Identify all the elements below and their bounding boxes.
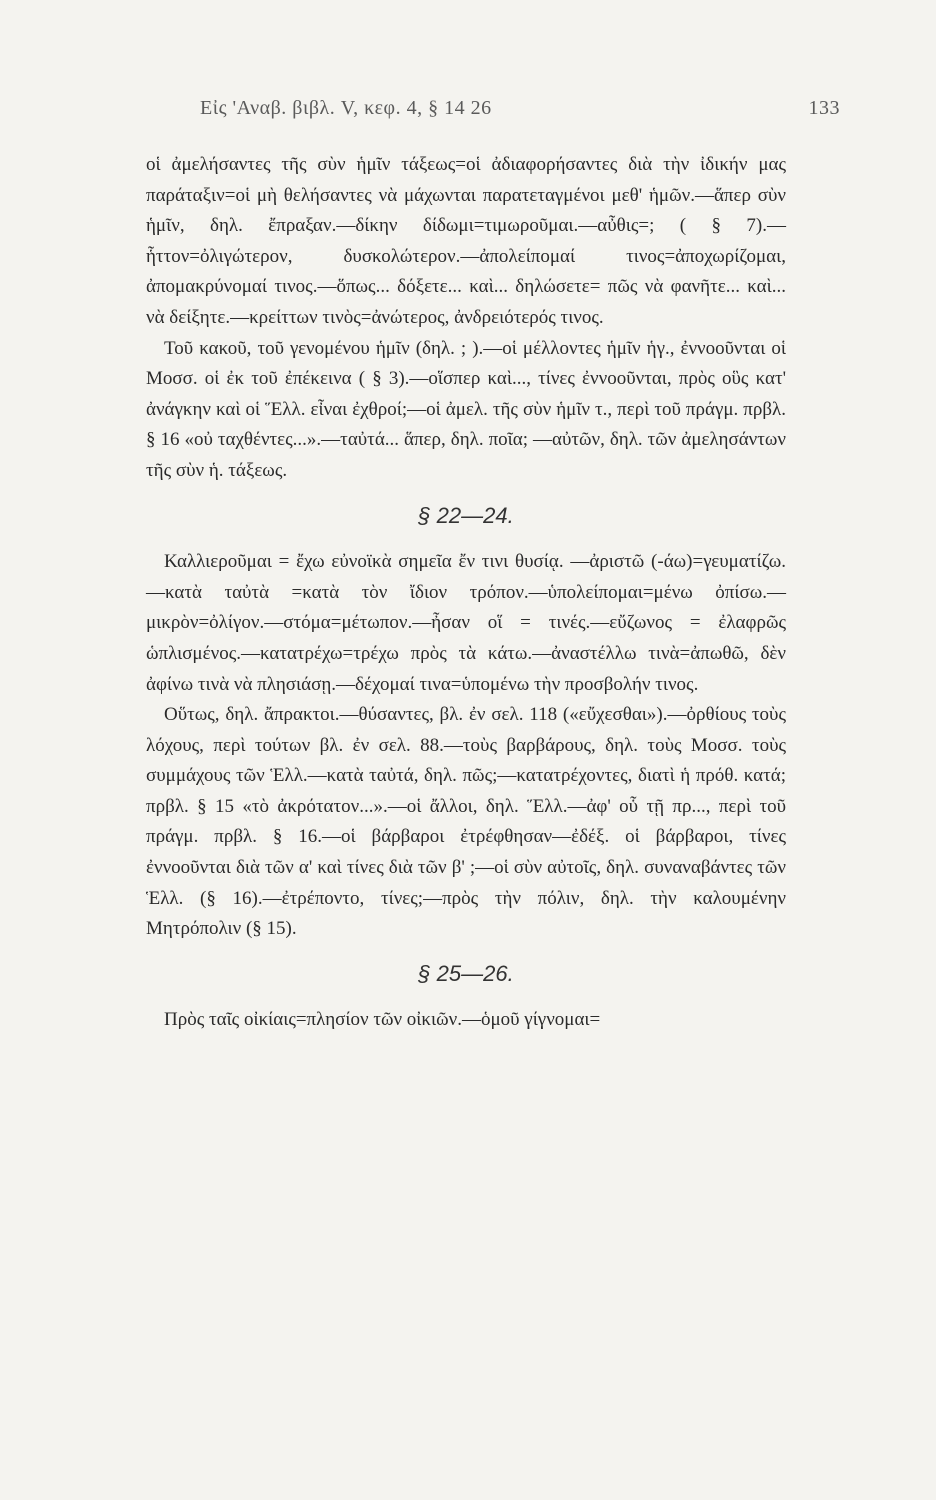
paragraph: οἱ ἀμελήσαντες τῆς σὺν ἡμῖν τάξεως=οἱ ἀδιαφορήσαντες διὰ τὴν ἰδικήν μας παράταξιν=οἱ μὴ θελήσαντες νὰ μάχωνται παρατεταγμένοι μεθ' ἡμῶν.—ἅπερ σὺν ἡμῖν, δηλ. ἔπραξαν.—δίκην δίδωμι=τιμωροῦμαι.—αὖθις=; ( § 7).—ἧττον=ὀλιγώτερον, δυσκολώτερον.—ἀπολείπομαί τινος=ἀποχωρίζομαι, ἀπομακρύνομαί τινος.—ὅπως... δόξετε... καὶ... δηλώσετε= πῶς νὰ φανῆτε... καὶ... νὰ δείξητε.—κρείττων τινὸς=ἀνώτερος, ἀνδρειότερός τινος. — [146, 154, 786, 328]
commentary-body — [146, 150, 786, 1036]
page-number: 133 — [808, 97, 840, 119]
running-head — [200, 97, 840, 120]
section-heading: § 22—24. — [418, 502, 514, 528]
paragraph: Καλλιεροῦμαι = ἔχω εὐνοϊκὰ σημεῖα ἔν τινι θυσίᾳ. —ἀριστῶ (-άω)=γευματίζω. —κατὰ ταὐτὰ =κατὰ τὸν ἴδιον τρόπον.—ὑπολείπομαι=μένω ὀπίσω.—μικρὸν=ὀλίγον.—στόμα=μέτωπον.—ἦσαν οἵ = τινές.—εὔζωνος = ἐλαφρῶς ὡπλισμένος.—κατατρέχω=τρέχω πρὸς τὰ κάτω.—ἀναστέλλω τινὰ=ἀπωθῶ, δὲν ἀφίνω τινὰ νὰ πλησιάσῃ.—δέχομαί τινα=ὑπομένω τὴν προσβολήν τινος. — [146, 551, 786, 695]
paragraph: Οὕτως, δηλ. ἄπρακτοι.—θύσαντες, βλ. ἐν σελ. 118 («εὔχεσθαι»).—ὀρθίους τοὺς λόχους, περὶ τούτων βλ. ἐν σελ. 88.—τοὺς βαρβάρους, δηλ. τοὺς Μοσσ. τοὺς συμμάχους τῶν Ἑλλ.—κατὰ ταὐτά, δηλ. πῶς;—κατατρέχοντες, διατὶ ἡ πρόθ. κατά; πρβλ. § 15 «τὸ ἀκρότατον...».—οἱ ἄλλοι, δηλ. Ἕλλ.—ἀφ' οὗ τῇ πρ..., περὶ τοῦ πράγμ. πρβλ. § 16.—οἱ βάρβαροι ἐτρέφθησαν—ἐδέξ. οἱ βάρβαροι, τίνες ἐννοοῦνται διὰ τῶν α' καὶ τίνες διὰ τῶν β' ;—οἱ σὺν αὐτοῖς, δηλ. συναναβάντες τῶν Ἑλλ. (§ 16).—ἐτρέποντο, τίνες;—πρὸς τὴν πόλιν, δηλ. τὴν καλουμένην Μητρόπολιν (§ 15). — [146, 704, 786, 940]
paragraph: Πρὸς ταῖς οἰκίαις=πλησίον τῶν οἰκιῶν.—ὁμοῦ γίγνομαι= — [164, 1009, 601, 1031]
section-heading: § 25—26. — [418, 960, 514, 986]
running-head-title: Εἰς 'Αναβ. βιβλ. V, κεφ. 4, § 14 26 — [200, 97, 492, 119]
paragraph: Τοῦ κακοῦ, τοῦ γενομένου ἡμῖν (δηλ. ; ).—οἱ μέλλοντες ἡμῖν ἡγ., ἐννοοῦνται οἱ Μοσσ. οἱ ἐκ τοῦ ἐπέκεινα ( § 3).—οἵσπερ καὶ..., τίνες ἐννοοῦνται, πρὸς οὓς κατ' ἀνάγκην καὶ οἱ Ἕλλ. εἶναι ἐχθροί;—οἱ ἀμελ. τῆς σὺν ἡμῖν τ., περὶ τοῦ πράγμ. πρβλ. § 16 «οὐ ταχθέντες...».—ταὐτά... ἅπερ, δηλ. ποῖα; —αὐτῶν, δηλ. τῶν ἀμελησάντων τῆς σὺν ἡ. τάξεως. — [146, 337, 786, 481]
